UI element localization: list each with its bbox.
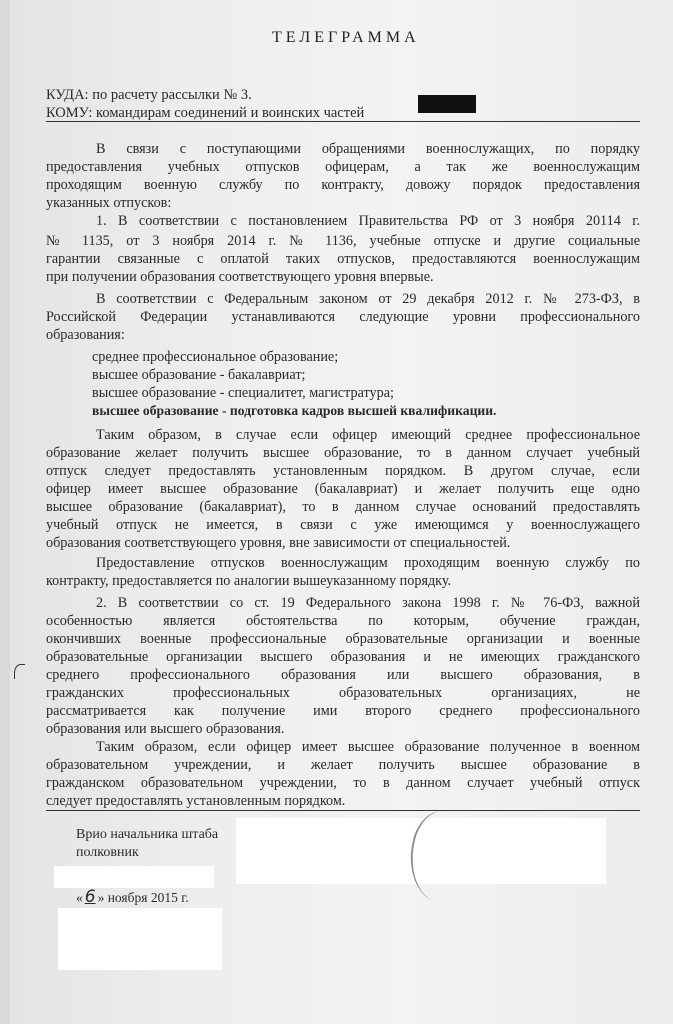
list-item: высшее образование - бакалавриат; bbox=[92, 367, 306, 383]
date-rest: » ноября 2015 г. bbox=[97, 890, 189, 905]
signature-position: Врио начальника штаба bbox=[76, 827, 219, 842]
body-line: 1. В соответствии с постановлением Правительства РФ от 3 ноября 20114 г. bbox=[96, 213, 640, 229]
body-line: предоставления учебных отпусков офицерам, а так же военнослужащим bbox=[46, 159, 640, 175]
body-line: гражданском образовательном учреждении, то в данном случает учебный отпуск bbox=[46, 775, 640, 791]
body-line: офицер имеет высшее образование (бакалавриат) и желает получить еще одно bbox=[46, 481, 640, 497]
recipient-kuda: КУДА: по расчету рассылки № 3. bbox=[46, 87, 252, 103]
list-item: высшее образование - подготовка кадров высшей квалификации. bbox=[92, 403, 497, 418]
closing-rule bbox=[46, 810, 640, 811]
document-date bbox=[76, 888, 189, 907]
body-line: № 1135, от 3 ноября 2014 г. № 1136, учебные отпуске и другие социальные bbox=[46, 233, 640, 249]
body-line: среднего профессионального образования или высшего образования, в bbox=[46, 667, 640, 683]
document-title: ТЕЛЕГРАММА bbox=[272, 29, 420, 46]
list-item: высшее образование - специалитет, магистратура; bbox=[92, 385, 394, 401]
body-line: следует предоставлять установленным порядком. bbox=[46, 793, 346, 809]
body-line: контракту, предоставляется по аналогии вышеуказанному порядку. bbox=[46, 573, 452, 589]
body-line: образования соответствующего уровня, вне зависимости от специальностей. bbox=[46, 535, 511, 551]
body-line: при получении образования соответствующего уровня впервые. bbox=[46, 269, 434, 285]
body-line: образования или высшего образования. bbox=[46, 721, 285, 737]
header-underline bbox=[46, 121, 640, 122]
body-line: рассматривается как получение ими второго среднего профессионального bbox=[46, 703, 640, 719]
body-line: В связи с поступающими обращениями военнослужащих, по порядку bbox=[96, 141, 640, 157]
body-line: окончивших военные профессиональные образовательные организации и военные bbox=[46, 631, 640, 647]
telegram-page bbox=[10, 0, 673, 1024]
body-line: гражданских профессиональных образовательных организациях, не bbox=[46, 685, 640, 701]
body-line: Предоставление отпусков военнослужащим проходящим военную службу по bbox=[96, 555, 640, 571]
body-line: высшее образование (бакалавриат), то в данном случае оснований предоставлять bbox=[46, 499, 640, 515]
body-line: учебный отпуск не имеется, в связи с уже имеющимся у военнослужащего bbox=[46, 517, 640, 533]
body-line: гарантии связанные с оплатой таких отпусков, предоставляются военнослужащим bbox=[46, 251, 640, 267]
redaction-block bbox=[54, 866, 214, 888]
margin-mark bbox=[14, 664, 25, 679]
date-day: 6 bbox=[84, 887, 96, 907]
body-line: Таким образом, в случае если офицер имеющий среднее профессиональное bbox=[96, 427, 640, 443]
body-line: образования: bbox=[46, 327, 125, 343]
redaction-block bbox=[58, 908, 222, 970]
redaction-block bbox=[418, 95, 476, 113]
body-line: образовательном учреждении, и желает получить высшее образование в bbox=[46, 757, 640, 773]
body-line: В соответствии с Федеральным законом от 29 декабря 2012 г. № 273-ФЗ, в bbox=[96, 291, 640, 307]
body-line: отпуск следует предоставлять установленным порядком. В другом случае, если bbox=[46, 463, 640, 479]
body-line: образовательные организации высшего образования и не имеющих гражданского bbox=[46, 649, 640, 665]
body-line: проходящим военную службу по контракту, довожу порядок предоставления bbox=[46, 177, 640, 193]
body-line: указанных отпусков: bbox=[46, 195, 172, 211]
recipient-komu: КОМУ: командирам соединений и воинских частей bbox=[46, 105, 365, 121]
body-line: Российской Федерации устанавливаются следующие уровни профессионального bbox=[46, 309, 640, 325]
signature-rank: полковник bbox=[76, 845, 139, 860]
body-line: 2. В соответствии со ст. 19 Федерального закона 1998 г. № 76-ФЗ, важной bbox=[96, 595, 640, 611]
body-line: Таким образом, если офицер имеет высшее образование полученное в военном bbox=[96, 739, 640, 755]
body-line: образование желает получить высшее образование, то в данном случает учебный bbox=[46, 445, 640, 461]
date-open-quote: « bbox=[76, 890, 83, 905]
list-item: среднее профессиональное образование; bbox=[92, 349, 339, 365]
body-line: особенностью является обстоятельства по которым, обучение граждан, bbox=[46, 613, 640, 629]
